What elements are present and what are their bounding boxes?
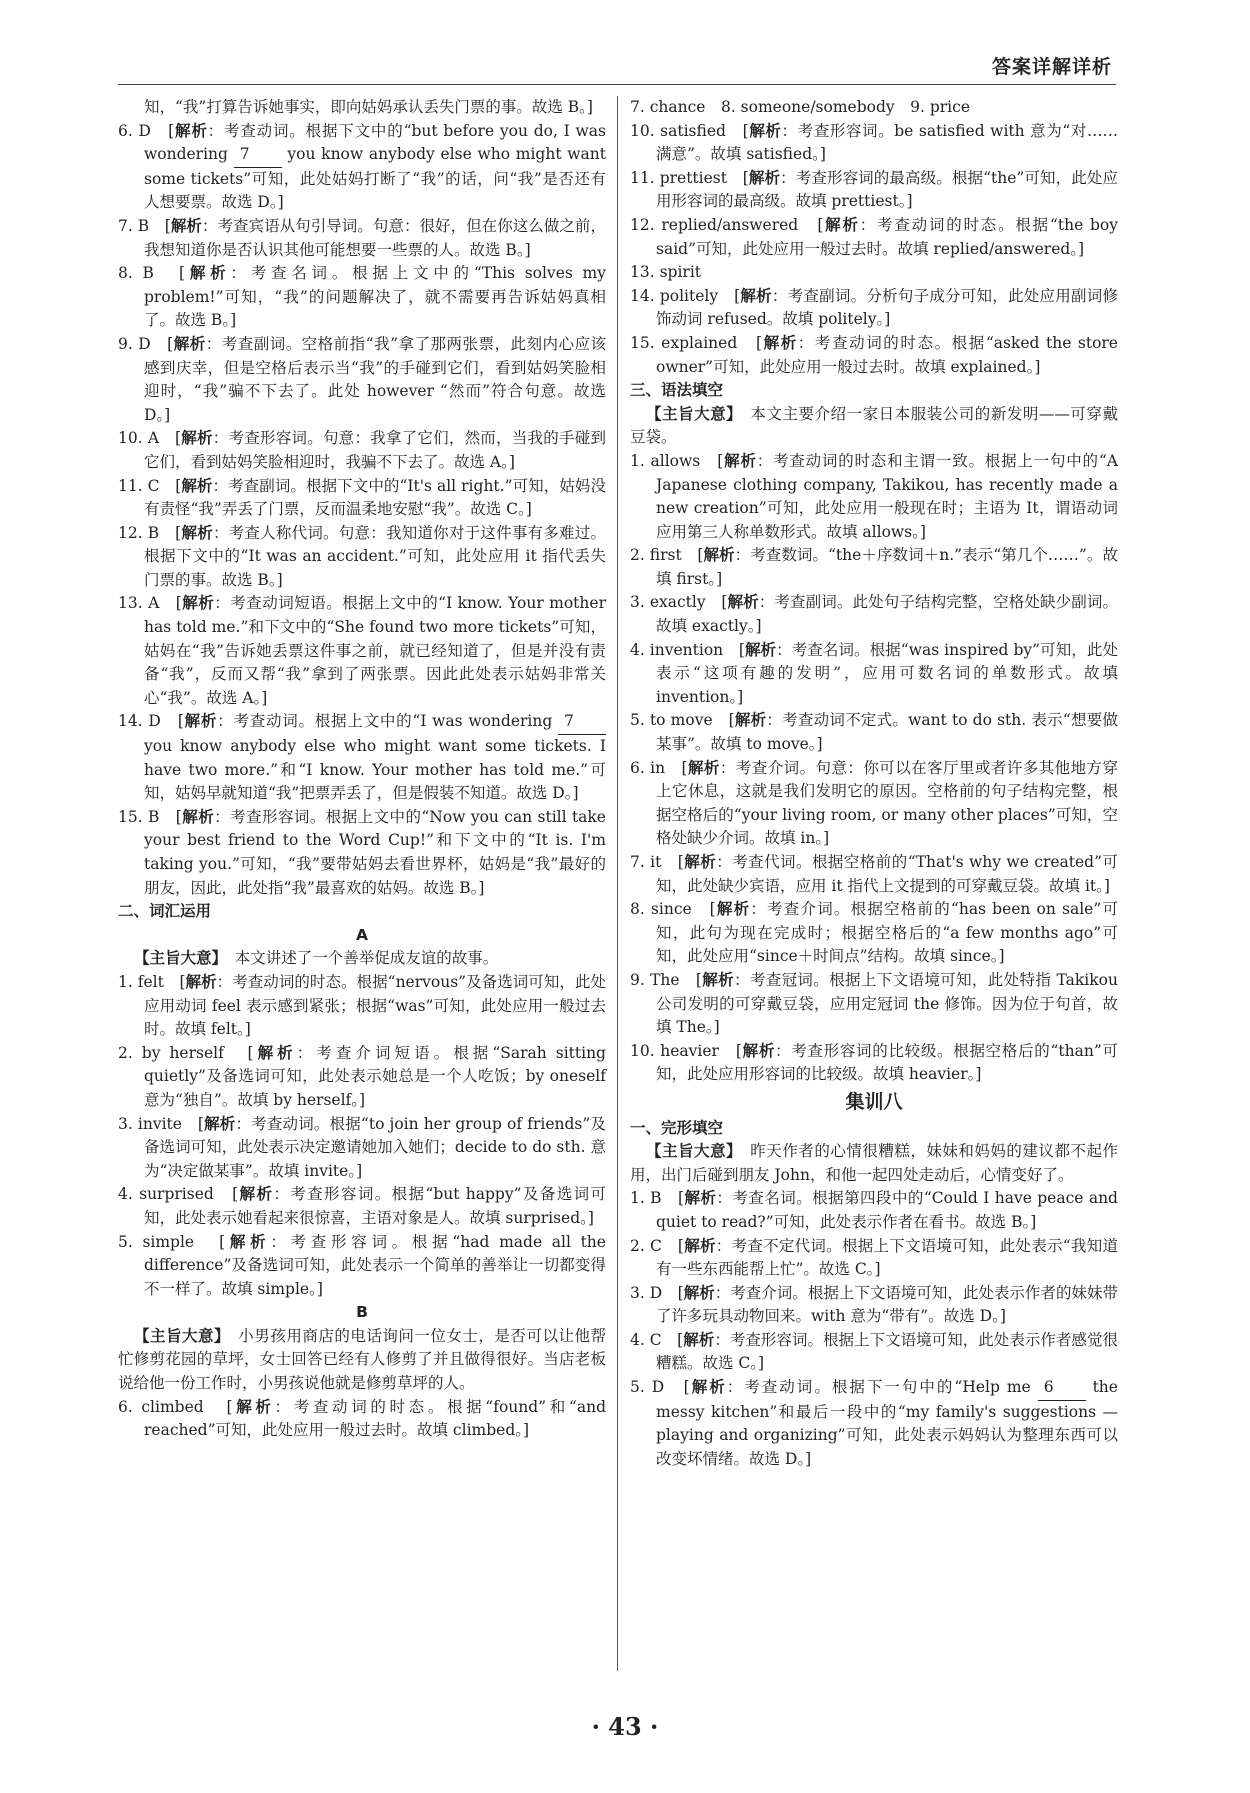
answer-key: 9. The [630, 970, 696, 989]
answer-key: 2. by herself [118, 1043, 248, 1062]
analysis-tag: 解析 [174, 121, 208, 140]
answer-item: 4. surprised [解析：考查形容词。根据“but happy”及备选词可知，此处表示她看起来很惊喜，主语对象是人。故填 surprised。] [118, 1185, 606, 1227]
answer-item: 13. A [解析：考查动词短语。根据上文中的“I know. Your mother has told me.”和下文中的“She found two more tickets”可知，姑妈在“我”告诉她丢票这件事之前，就已经知道了，但是并没有责备“我”，反而又帮“我”拿到了两张票。因此此处表示姑妈非常关心“我”。故选 A。] [118, 594, 606, 707]
summary-tag: 【主旨大意】 [134, 1326, 223, 1345]
answer-key: 10. heavier [630, 1041, 736, 1060]
section-heading: 二、词汇运用 [118, 902, 212, 921]
answer-key: 7. B [118, 216, 165, 235]
answer-key: 1. felt [118, 972, 180, 991]
answer-key: 5. simple [118, 1232, 220, 1251]
answer-item: 3. exactly [解析：考查副词。此处句子结构完整，空格处缺少副词。故填 exactly。] [630, 593, 1118, 636]
answer-key: 10. A [118, 429, 175, 448]
answer-key: 5. to move [630, 711, 729, 730]
answer-key: 14. D [118, 712, 178, 731]
analysis-tag: 解析 [170, 216, 202, 235]
analysis-tag: 解析 [748, 168, 781, 187]
analysis-tag: 解析 [253, 1043, 297, 1062]
analysis-tag: 解析 [723, 451, 757, 470]
summary-paragraph: 【主旨大意】 本文讲述了一个善举促成友谊的故事。 [134, 949, 499, 968]
answer-item: 1. B [解析：考查名词。根据第四段中的“Could I have peace and quiet to read?”可知，此处表示作者在看书。故选 B。] [630, 1189, 1118, 1231]
analysis-tag: 解析 [183, 712, 218, 731]
answer-key: 4. surprised [118, 1185, 233, 1204]
analysis-tag: 解析 [683, 1283, 715, 1302]
answer-item: 6. D [解析：考查动词。根据下文中的“but before you do, I was wondering 7 you know anybody else who might want some tickets”可知，此处姑妈打断了“我”的话，问“我”是否还有人想要票。故选 D。] [118, 121, 606, 212]
analysis-tag: 解析 [683, 853, 717, 871]
answer-key: 6. D [118, 121, 169, 140]
answer-item: 12. replied/answered [解析：考查动词的时态。根据“the boy said”可知，此处应用一般过去时。故填 replied/answered。] [630, 215, 1118, 258]
answer-key: 1. allows [630, 451, 718, 470]
answer-key: 6. climbed [118, 1397, 227, 1416]
blank-number: 6 [1038, 1376, 1086, 1401]
answer-item: 9. The [解析：考查冠词。根据上下文语境可知，此处特指 Takikou 公司发明的可穿戴豆袋，应用定冠词 the 修饰。因为位于句首，故填 The。] [630, 970, 1118, 1037]
column-divider [617, 96, 618, 1671]
answer-item: 10. A [解析：考查形容词。句意：我拿了它们，然而，当我的手碰到它们，看到姑妈笑脸相迎时，我骗不下去了。故选 A。] [118, 429, 606, 471]
analysis-tag: 解析 [185, 972, 217, 991]
answer-key: 4. C [630, 1330, 678, 1349]
summary-tag: 【主旨大意】 [134, 949, 220, 968]
answer-key: 11. prettiest [630, 168, 743, 187]
answer-item: 10. satisfied [解析：考查形容词。be satisfied with 意为“对……满意”。故填 satisfied。] [630, 121, 1118, 164]
answer-key: 12. replied/answered [630, 215, 818, 234]
analysis-tag: 解析 [185, 264, 231, 283]
answer-item: 4. invention [解析：考查名词。根据“was inspired by”可知，此处表示“这项有趣的发明”，应用可数名词的单数形式。故填 invention。] [630, 640, 1118, 706]
analysis-tag: 解析 [703, 546, 735, 565]
answer-key: 7. it [630, 853, 678, 871]
answer-key: 3. exactly [630, 593, 722, 612]
answer-item: 2. C [解析：考查不定代词。根据上下文语境可知，此处表示“我知道有一些东西能帮上忙”。故选 C。] [630, 1236, 1118, 1279]
answer-item: 6. in [解析：考查介词。句意：你可以在客厅里或者许多其他地方穿上它休息，这就是我们发明它的原因。空格前的句子结构完整，根据空格后的“your living room, or many other places”可知，空格处缺少介词。故填 in。] [630, 758, 1118, 848]
blank-number: 7 [558, 710, 606, 735]
analysis-tag: 解析 [225, 1232, 271, 1251]
set-title: 集训八 [845, 1090, 903, 1113]
answer-item: 15. B [解析：考查形容词。根据上文中的“Now you can still take your best friend to the Word Cup!”和下文中的“It is. I'm taking you.”可知，“我”要带姑妈去看世界杯，姑妈是“我”最好的朋友，因此，此处指“我”最喜欢的姑妈。故选 B。] [118, 807, 606, 897]
answer-item: 5. simple [解析：考查形容词。根据“had made all the difference”及备选词可知，此处表示一个简单的善举让一切都变得不一样了。故填 simple。] [118, 1232, 606, 1298]
analysis-tag: 解析 [748, 121, 782, 140]
analysis-tag: 解析 [701, 970, 734, 989]
answer-item: 11. prettiest [解析：考查形容词的最高级。根据“the”可知，此处应用形容词的最高级。故填 prettiest。] [630, 168, 1118, 211]
answer-item: 8. B [解析：考查名词。根据上文中的“This solves my problem!”可知，“我”的问题解决了，就不需要再告诉姑妈真相了。故选 B。] [118, 264, 606, 330]
analysis-tag: 解析 [232, 1397, 275, 1416]
analysis-tag: 解析 [823, 215, 860, 234]
answer-item: 14. politely [解析：考查副词。分析句子成分可知，此处应用副词修饰动词 refused。故填 politely。] [630, 286, 1118, 329]
analysis-tag: 解析 [238, 1185, 274, 1204]
answer-item: 11. C [解析：考查副词。根据下文中的“It's all right.”可知，姑妈没有责怪“我”弄丢了门票，反而温柔地安慰“我”。故选 C。] [118, 476, 606, 519]
header-rule [118, 84, 1116, 85]
answer-item: 1. felt [解析：考查动词的时态。根据“nervous”及备选词可知，此处应用动词 feel 表示感到紧张；根据“was”可知，此处应用一般过去时。故填 felt。] [118, 972, 606, 1039]
analysis-tag: 解析 [744, 640, 777, 659]
analysis-tag: 解析 [181, 476, 213, 495]
answer-item: 4. C [解析：考查形容词。根据上下文语境可知，此处表示作者感觉很糟糕。故选 C。] [630, 1330, 1118, 1373]
answer-item: 5. D [解析：考查动词。根据下一句中的“Help me 6 the messy kitchen”和最后一段中的“my family's suggestions — playing and organizing”可知，此处表示妈妈认为整理东西可以改变坏情绪。故选 D。] [630, 1378, 1118, 1468]
answer-key: 2. C [630, 1236, 678, 1255]
analysis-tag: 解析 [684, 1189, 717, 1208]
summary-paragraph: 【主旨大意】 昨天作者的心情很糟糕，妹妹和妈妈的建议都不起作用，出门后碰到朋友 John，和他一起四处走动后，心情变好了。 [630, 1142, 1118, 1184]
answer-key: 1. B [630, 1189, 678, 1208]
passage-label: A [356, 925, 368, 944]
answer-key: 9. D [118, 334, 168, 353]
analysis-tag: 解析 [727, 593, 759, 612]
answer-item: 2. by herself [解析：考查介词短语。根据“Sarah sitting quietly”及备选词可知，此处表示她总是一个人吃饭；by oneself 意为“独自”。故填 by herself。] [118, 1043, 606, 1109]
answer-item: 15. explained [解析：考查动词的时态。根据“asked the store owner”可知，此处应用一般过去时。故填 explained。] [630, 333, 1118, 376]
answer-key: 10. satisfied [630, 121, 743, 140]
answer-key: 8. since [630, 900, 710, 919]
page-number: · 43 · [591, 1712, 659, 1741]
answer-item: 9. D [解析：考查副词。空格前指“我”拿了那两张票，此刻内心应该感到庆幸，但是空格后表示当“我”的手碰到它们，看到姑妈笑脸相迎时，“我”骗不下去了。此处 however “然而”符合句意。故选 D。] [118, 334, 606, 424]
answer-item: 13. spirit [630, 263, 702, 282]
answer-item: 12. B [解析：考查人称代词。句意：我知道你对于这件事有多难过。根据下文中的“It was an accident.”可知，此处应用 it 指代丢失门票的事。故选 B。] [118, 523, 606, 589]
answer-key: 8. B [118, 264, 179, 283]
answer-item: 1. allows [解析：考查动词的时态和主谓一致。根据上一句中的“A Japanese clothing company, Takikou, has recently made a new creation”可知，此处应用一般现在时；主语为 It，谓语动词应用第三人称单数形式。故填 allows。] [630, 451, 1118, 541]
analysis-tag: 解析 [683, 1236, 716, 1255]
answer-key: 15. explained [630, 333, 756, 352]
answer-item: 3. D [解析：考查介词。根据上下文语境可知，此处表示作者的妹妹带了许多玩具动物回来。with 意为“带有”。故选 D。] [630, 1283, 1118, 1326]
answer-item: 7. chance 8. someone/somebody 9. price [630, 98, 970, 116]
analysis-tag: 解析 [734, 711, 767, 730]
answer-key: 12. B [118, 523, 176, 542]
section-heading: 三、语法填空 [630, 381, 724, 400]
answer-key: 2. first [630, 546, 698, 565]
blank-number: 7 [234, 143, 282, 168]
answer-key: 3. invite [118, 1114, 198, 1133]
answer-key: 13. A [118, 594, 176, 613]
header-title: 答案详解详析 [991, 56, 1112, 78]
answer-key: 14. politely [630, 286, 735, 305]
right-column [630, 96, 1118, 1471]
answer-item: 5. to move [解析：考查动词不定式。want to do sth. 表示“想要做某事”。故填 to move。] [630, 711, 1118, 754]
answer-item: 7. B [解析：考查宾语从句引导词。句意：很好，但在你这么做之前，我想知道你是否认识其他可能想要一些票的人。故选 B。] [118, 216, 606, 259]
answer-key: 3. D [630, 1283, 678, 1302]
answer-key: 5. D [630, 1378, 684, 1397]
analysis-tag: 解析 [689, 1378, 727, 1397]
answer-key: 4. invention [630, 640, 739, 659]
answer-item: 14. D [解析：考查动词。根据上文中的“I was wondering 7 you know anybody else who might want some tickets. I have two more.”和“I know. Your mother has told me.”可知，姑妈早就知道“我”把票弄丢了，但是假装不知道。故选 D。] [118, 712, 606, 803]
answer-key: 6. in [630, 758, 682, 777]
analysis-tag: 解析 [687, 758, 720, 777]
analysis-tag: 解析 [181, 523, 213, 542]
summary-paragraph: 【主旨大意】 本文主要介绍一家日本服装公司的新发明——可穿戴豆袋。 [630, 404, 1118, 447]
summary-tag: 【主旨大意】 [646, 404, 735, 423]
analysis-tag: 解析 [741, 1041, 776, 1060]
analysis-tag: 解析 [715, 900, 751, 919]
summary-tag: 【主旨大意】 [646, 1142, 735, 1161]
answer-item: 3. invite [解析：考查动词。根据“to join her group of friends”及备选词可知，此处表示决定邀请她加入她们；decide to do sth. 意为“决定做某事”。故填 invite。] [118, 1114, 606, 1180]
analysis-tag: 解析 [181, 429, 213, 448]
summary-paragraph: 【主旨大意】 小男孩用商店的电话询问一位女士，是否可以让他帮忙修剪花园的草坪，女士回答已经有人修剪了并且做得很好。当店老板说给他一份工作时，小男孩说他就是修剪草坪的人。 [118, 1326, 606, 1393]
analysis-tag: 解析 [683, 1330, 715, 1349]
analysis-tag: 解析 [740, 286, 772, 305]
passage-label: B [356, 1303, 368, 1322]
answer-item: 8. since [解析：考查介词。根据空格前的“has been on sale”可知，此句为现在完成时；根据空格后的“a few months ago”可知，此处应用“since＋时间点”结构。故填 since。] [630, 900, 1118, 966]
analysis-tag: 解析 [181, 807, 215, 826]
left-column [118, 96, 606, 1443]
answer-item: 2. first [解析：考查数词。“the＋序数词＋n.”表示“第几个……”。故填 first。] [630, 546, 1118, 588]
answer-key: 15. B [118, 807, 176, 826]
analysis-tag: 解析 [181, 594, 215, 613]
answer-continuation: 知，“我”打算告诉她事实，即向姑妈承认丢失门票的事。故选 B。] [144, 98, 593, 116]
answer-item: 7. it [解析：考查代词。根据空格前的“That's why we created”可知，此处缺少宾语，应用 it 指代上文提到的可穿戴豆袋。故填 it。] [630, 853, 1118, 895]
answer-key: 11. C [118, 476, 176, 495]
answer-item: 10. heavier [解析：考查形容词的比较级。根据空格后的“than”可知，此处应用形容词的比较级。故填 heavier。] [630, 1041, 1118, 1084]
section-heading: 一、完形填空 [630, 1118, 724, 1137]
analysis-tag: 解析 [173, 334, 206, 353]
analysis-tag: 解析 [203, 1114, 236, 1133]
answer-item: 6. climbed [解析：考查动词的时态。根据“found”和“and reached”可知，此处应用一般过去时。故填 climbed。] [118, 1397, 606, 1440]
analysis-tag: 解析 [762, 333, 798, 352]
